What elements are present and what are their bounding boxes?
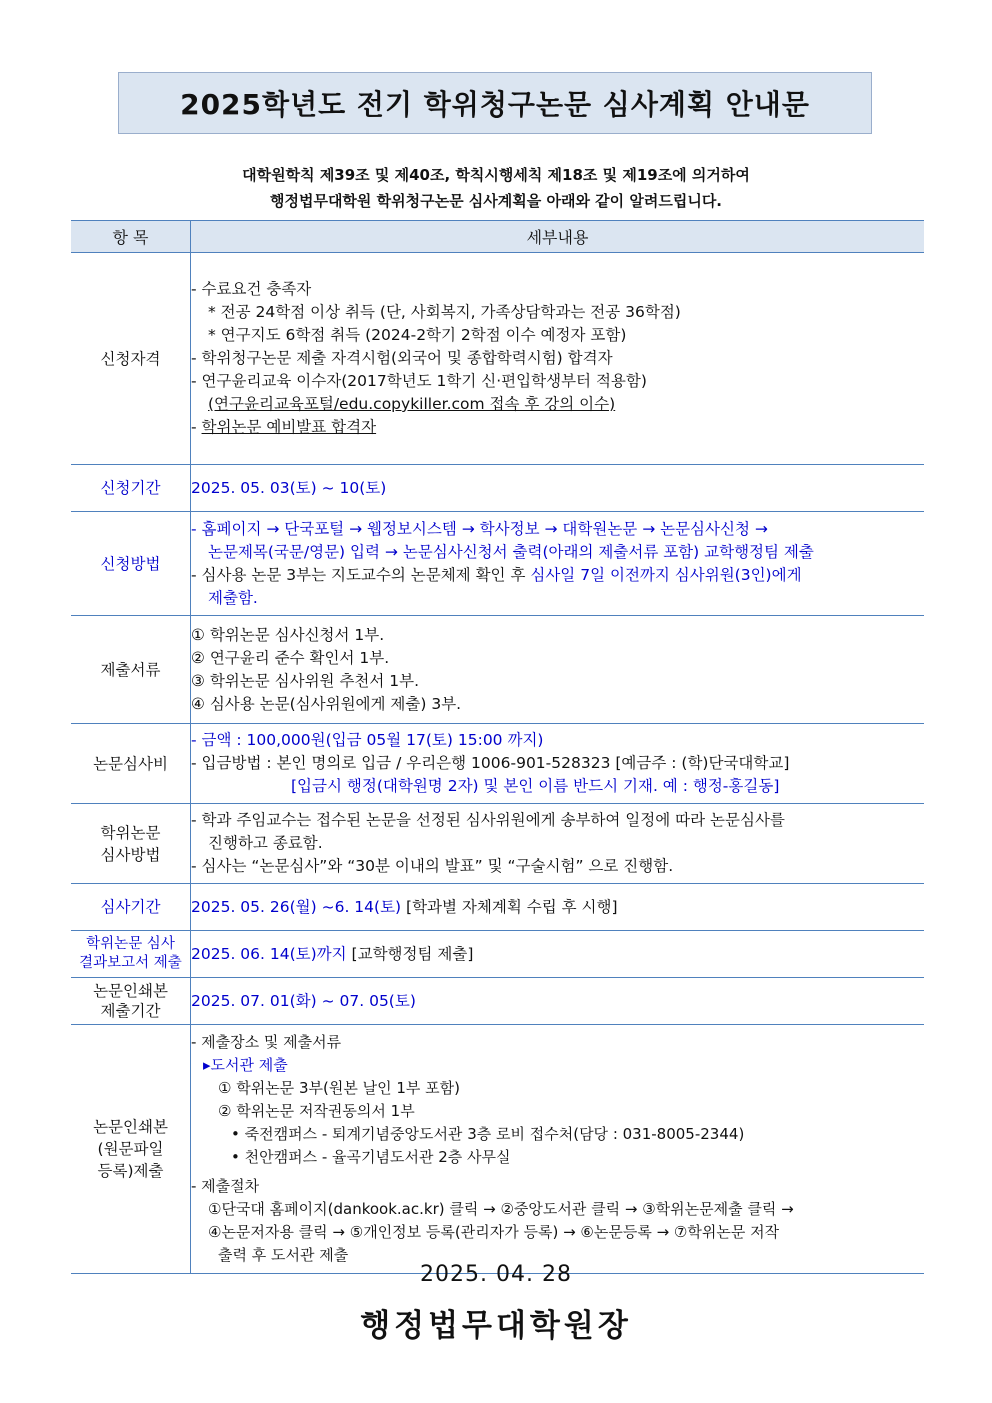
row-report: [71, 931, 924, 978]
qual-line-2: * 전공 24학점 이상 취득 (단, 사회복지, 가족상담학과는 전공 36학점): [208, 303, 681, 321]
fee-line-1: - 금액 : 100,000원(입금 05월 17(토) 15:00 까지): [191, 731, 544, 749]
review-period-note: [학과별 자체계획 수립 후 시행]: [401, 897, 618, 916]
row-print-submit: [71, 1025, 924, 1274]
label-qualification: 신청자격: [71, 253, 191, 465]
label-review-method-1: 학위논문: [100, 823, 161, 842]
submit-line-9: ④논문저자용 클릭 → ⑤개인정보 등록(관리자가 등록) → ⑥논문등록 → ⑦학위논문 저작: [208, 1223, 780, 1241]
content-review-period: [191, 884, 925, 931]
label-report-1: 학위논문 심사: [86, 936, 175, 952]
fee-line-2: - 입금방법 : 본인 명의로 입금 / 우리은행 1006-901-528323 [예금주 : (학)단국대학교]: [191, 754, 790, 772]
qual-line-5: - 연구윤리교육 이수자(2017학년도 1학기 신·편입학생부터 적용함): [191, 372, 647, 390]
fee-line-3: [입금시 행정(대학원명 2자) 및 본인 이름 반드시 기재. 예 : 행정-홍길동]: [291, 777, 780, 795]
row-review-period: [71, 884, 924, 931]
report-date: 2025. 06. 14(토)까지: [191, 944, 347, 963]
label-review-method: [71, 804, 191, 884]
schedule-table: [71, 220, 924, 1274]
submit-line-8: ①단국대 홈페이지(dankook.ac.kr) 클릭 → ②중앙도서관 클릭 → ③학위논문제출 클릭 →: [208, 1200, 794, 1218]
method-line-3b: 심사일 7일 이전까지 심사위원(3인)에게: [530, 565, 802, 584]
label-print-period: [71, 978, 191, 1025]
intro-line-1: 대학원학칙 제39조 및 제40조, 학칙시행세칙 제18조 및 제19조에 의거하여: [242, 166, 750, 184]
label-report-2: 결과보고서 제출: [79, 955, 182, 971]
document-date: 2025. 04. 28: [420, 1262, 572, 1287]
label-review-period: 심사기간: [71, 884, 191, 931]
row-method: [71, 512, 924, 616]
content-review-method: [191, 804, 925, 884]
signature: 행정법무대학원장: [360, 1308, 632, 1344]
label-print-submit-2: (원문파일: [97, 1140, 164, 1158]
header-item: 항 목: [71, 221, 191, 253]
qual-line-7-prefix: -: [191, 418, 202, 436]
page-title: 2025학년도 전기 학위청구논문 심사계획 안내문: [118, 72, 872, 134]
method-line-3a: - 심사용 논문 3부는 지도교수의 논문체제 확인 후: [191, 565, 531, 584]
submit-line-6: • 천안캠퍼스 - 율곡기념도서관 2층 사무실: [231, 1148, 511, 1166]
qual-line-7: [191, 416, 924, 439]
method-line-3: [191, 564, 924, 587]
label-period: 신청기간: [71, 465, 191, 512]
row-documents: [71, 616, 924, 724]
report-note: [교학행정팀 제출]: [346, 944, 474, 963]
review-line-3: - 심사는 “논문심사”와 “30분 이내의 발표” 및 “구술시험” 으로 진행함.: [191, 857, 674, 875]
doc-item-4: ④ 심사용 논문(심사위원에게 제출) 3부.: [191, 694, 462, 713]
qual-line-3: * 연구지도 6학점 취득 (2024-2학기 2학점 이수 예정자 포함): [208, 326, 627, 344]
content-print-submit: [191, 1025, 925, 1274]
submit-line-7: - 제출절차: [191, 1177, 260, 1195]
label-print-period-2: 제출기간: [100, 1002, 161, 1020]
content-print-period: 2025. 07. 01(화) ~ 07. 05(토): [191, 978, 925, 1025]
submit-line-10: 출력 후 도서관 제출: [218, 1246, 349, 1264]
doc-item-2: ② 연구윤리 준수 확인서 1부.: [191, 648, 390, 667]
row-period: [71, 465, 924, 512]
label-fee: 논문심사비: [71, 724, 191, 804]
content-fee: [191, 724, 925, 804]
method-line-1: - 홈페이지 → 단국포털 → 웹정보시스템 → 학사정보 → 대학원논문 → 논문심사신청 →: [191, 519, 768, 538]
review-line-1: - 학과 주임교수는 접수된 논문을 선정된 심사위원에게 송부하여 일정에 따라 논문심사를: [191, 811, 785, 829]
content-qualification: [191, 253, 925, 465]
intro-paragraph: [0, 162, 992, 214]
doc-item-1: ① 학위논문 심사신청서 1부.: [191, 625, 385, 644]
content-method: [191, 512, 925, 616]
row-fee: [71, 724, 924, 804]
doc-item-3: ③ 학위논문 심사위원 추천서 1부.: [191, 671, 420, 690]
content-report: [191, 931, 925, 978]
qual-line-7-text: 학위논문 예비발표 합격자: [201, 418, 377, 436]
submit-line-4: ② 학위논문 저작권동의서 1부: [218, 1102, 415, 1120]
label-print-period-1: 논문인쇄본: [93, 982, 168, 1000]
row-review-method: [71, 804, 924, 884]
review-line-2: 진행하고 종료함.: [208, 834, 323, 852]
qual-line-6: (연구윤리교육포털/edu.copykiller.com 접속 후 강의 이수): [208, 395, 616, 413]
submit-line-5: • 죽전캠퍼스 - 퇴계기념중앙도서관 3층 로비 접수처(담당 : 031-8005-2344): [231, 1125, 745, 1143]
review-period-date: 2025. 05. 26(월) ~6. 14(토): [191, 897, 402, 916]
submit-line-2: ▸도서관 제출: [203, 1056, 288, 1074]
method-line-4: 제출함.: [208, 588, 258, 607]
label-print-submit-3: 등록)제출: [97, 1162, 164, 1180]
label-method: 신청방법: [71, 512, 191, 616]
table-header-row: [71, 221, 924, 253]
submit-line-1: - 제출장소 및 제출서류: [191, 1033, 342, 1051]
label-documents: 제출서류: [71, 616, 191, 724]
intro-line-2: 행정법무대학원 학위청구논문 심사계획을 아래와 같이 알려드립니다.: [269, 192, 723, 210]
label-report: [71, 931, 191, 978]
row-print-period: [71, 978, 924, 1025]
qual-line-1: - 수료요건 충족자: [191, 280, 312, 298]
label-print-submit-1: 논문인쇄본: [93, 1118, 168, 1136]
label-print-submit: [71, 1025, 191, 1274]
content-documents: [191, 616, 925, 724]
submit-line-3: ① 학위논문 3부(원본 날인 1부 포함): [218, 1079, 460, 1097]
content-period: 2025. 05. 03(토) ~ 10(토): [191, 465, 925, 512]
method-line-2: 논문제목(국문/영문) 입력 → 논문심사신청서 출력(아래의 제출서류 포함) 교학행정팀 제출: [208, 542, 814, 561]
qual-line-4: - 학위청구논문 제출 자격시험(외국어 및 종합학력시험) 합격자: [191, 349, 613, 367]
label-review-method-2: 심사방법: [100, 845, 161, 864]
row-qualification: [71, 253, 924, 465]
header-detail: 세부내용: [191, 221, 925, 253]
